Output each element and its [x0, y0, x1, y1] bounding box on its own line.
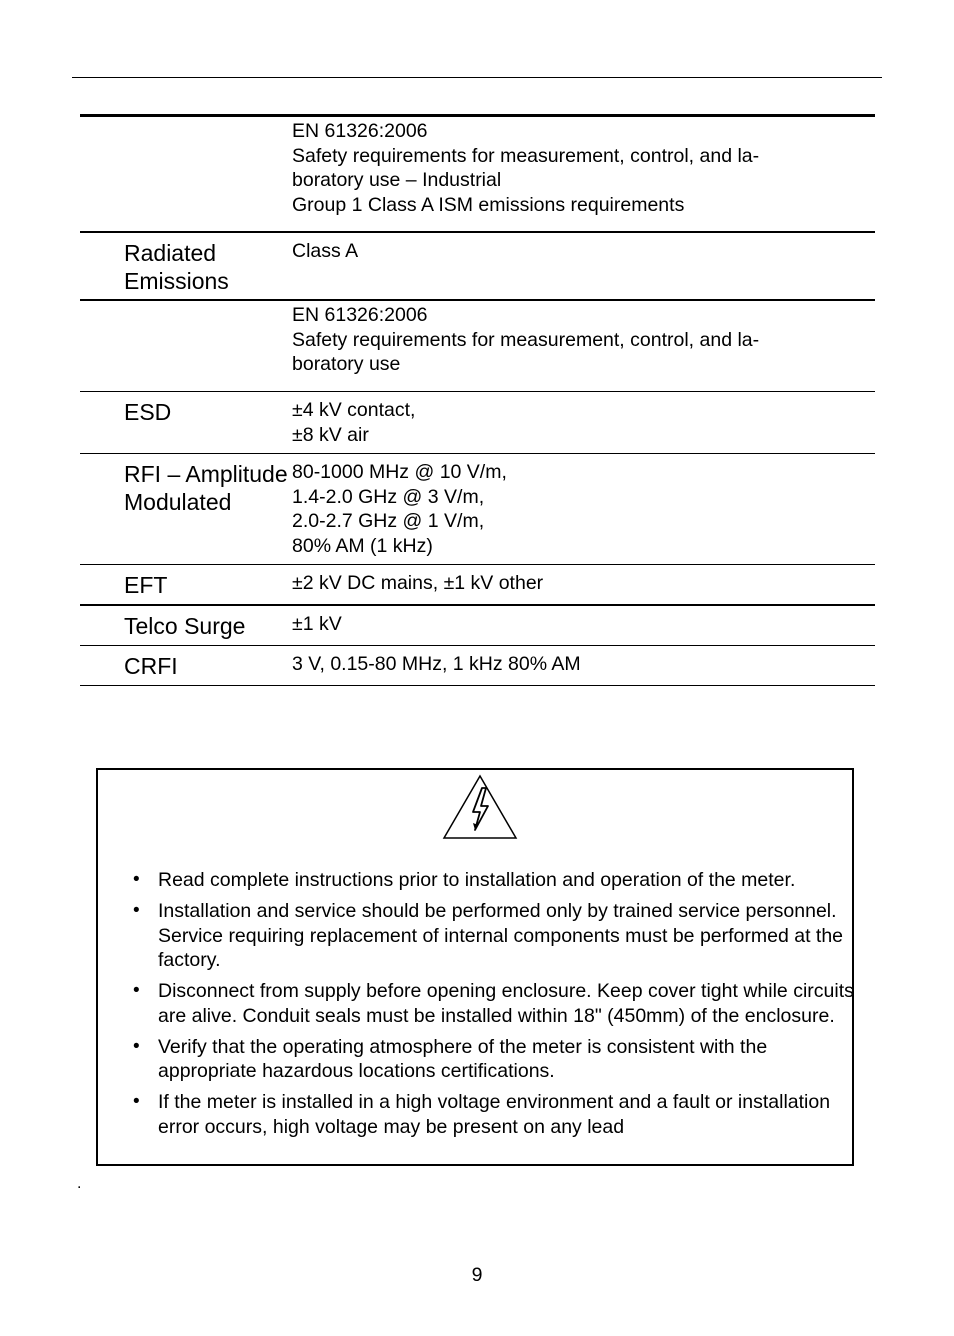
spec-row [80, 565, 875, 606]
spec-label: Telco Surge [124, 613, 246, 639]
warning-item [128, 979, 854, 1028]
warning-list [128, 868, 854, 1146]
spec-label [80, 117, 292, 231]
spec-value: EN 61326:2006 Safety requirements for measurement, control, and la- boratory use [292, 304, 760, 375]
spec-row [80, 233, 875, 301]
warning-text: Installation and service should be performed only by trained service personnel. Service requiring replacement of internal components must be performed at the factory. [158, 900, 844, 971]
bullet-icon: • [133, 980, 140, 1001]
spec-label [80, 301, 292, 391]
spec-table [80, 114, 875, 686]
warning-text: Disconnect from supply before opening enclosure. Keep cover tight while circuits are alive. Conduit seals must be installed within 18" (450mm) of the enclosure. [158, 980, 854, 1027]
warning-text: Verify that the operating atmosphere of the meter is consistent with the appropriate hazardous locations certifications. [158, 1035, 768, 1082]
warning-item [128, 868, 854, 893]
spec-value: Class A [292, 240, 359, 262]
warning-box [96, 768, 854, 1166]
spec-value: ±4 kV contact, ±8 kV air [292, 399, 416, 446]
bullet-icon: • [133, 900, 140, 921]
spec-row [80, 646, 875, 686]
spec-value: 3 V, 0.15-80 MHz, 1 kHz 80% AM [292, 653, 581, 675]
stray-mark: . [77, 1175, 82, 1192]
spec-row [80, 606, 875, 646]
bullet-icon: • [133, 869, 140, 890]
spec-row [80, 392, 875, 454]
spec-row [80, 117, 875, 233]
page-number: 9 [471, 1264, 483, 1286]
warning-text: If the meter is installed in a high voltage environment and a fault or installation error occurs, high voltage may be present on any lead [158, 1091, 831, 1138]
spec-label: RFI – Amplitude Modulated [124, 461, 288, 515]
warning-text: Read complete instructions prior to installation and operation of the meter. [158, 869, 796, 891]
spec-label: CRFI [124, 653, 178, 679]
spec-row [80, 301, 875, 392]
spec-label: EFT [124, 572, 168, 598]
high-voltage-warning-icon [442, 774, 518, 840]
warning-item [128, 1090, 854, 1139]
warning-item [128, 1035, 854, 1084]
header-rule [72, 77, 882, 78]
bullet-icon: • [133, 1091, 140, 1112]
spec-value: 80-1000 MHz @ 10 V/m, 1.4-2.0 GHz @ 3 V/m, 2.0-2.7 GHz @ 1 V/m, 80% AM (1 kHz) [292, 461, 507, 557]
spec-label: Radiated Emissions [124, 240, 229, 294]
spec-label: ESD [124, 399, 172, 425]
spec-row [80, 454, 875, 565]
spec-value: EN 61326:2006 Safety requirements for measurement, control, and la- boratory use – Industrial Group 1 Class A ISM emissions requirements [292, 120, 760, 216]
spec-value: ±2 kV DC mains, ±1 kV other [292, 572, 544, 594]
bullet-icon: • [133, 1035, 140, 1057]
warning-item [128, 899, 854, 973]
spec-value: ±1 kV [292, 613, 342, 635]
